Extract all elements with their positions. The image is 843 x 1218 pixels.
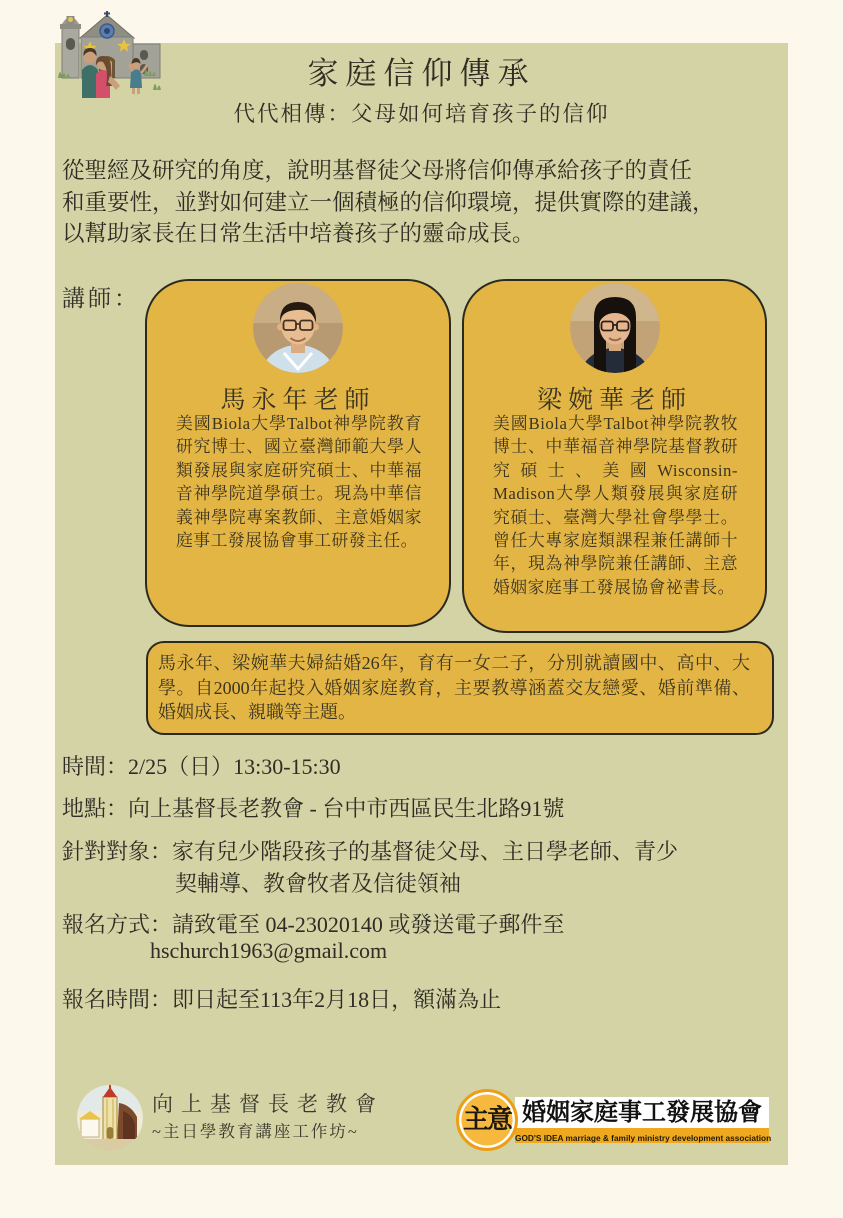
speaker-photo-ma — [253, 283, 343, 373]
detail-deadline: 報名時間：即日起至113年2月18日，額滿為止 — [62, 987, 502, 1012]
detail-registration-line1: 報名方式：請致電至 04-23020140 或發送電子郵件至 — [62, 912, 565, 937]
speaker-bio: 美國Biola大學Talbot神學院教牧博士、中華福音神學院基督教研究碩士、美國Wisconsin-Madison大學人類發展與家庭研究碩士、臺灣大學社會學學士。曾任大專家庭類課程兼任講師十年，現為神學院兼任講師、主意婚姻家庭事工發展協會祕書長。 — [493, 414, 738, 597]
intro-line: 從聖經及研究的角度，說明基督徒父母將信仰傳承給孩子的責任 — [62, 158, 693, 183]
page-subtitle: 代代相傳：父母如何培育孩子的信仰 — [233, 102, 610, 126]
detail-time: 時間：2/25（日）13:30-15:30 — [62, 754, 341, 779]
association-subtitle-strip — [515, 1128, 772, 1143]
couple-note-box — [146, 641, 774, 735]
association-subtitle: GOD'S IDEA marriage & family ministry development association — [515, 1133, 772, 1143]
association-logo-icon: 主意 — [456, 1089, 518, 1151]
page-title: 家庭信仰傳承 — [307, 56, 536, 91]
female-portrait-illustration — [570, 283, 660, 373]
intro-line: 以幫助家長在日常生活中培養孩子的靈命成長。 — [62, 221, 535, 246]
association-name-box — [515, 1097, 769, 1128]
lecturer-label: 講師： — [62, 286, 140, 311]
church-logo-icon — [77, 1085, 143, 1151]
detail-registration-email: hschurch1963@gmail.com — [150, 938, 388, 963]
footer-church-subtitle: ~主日學教育講座工作坊~ — [152, 1122, 359, 1141]
detail-audience-line2: 契輔導、教會牧者及信徒領袖 — [175, 871, 462, 896]
intro-paragraph — [62, 155, 715, 250]
speaker-name: 梁婉華老師 — [536, 387, 692, 414]
speaker-card-liang — [462, 279, 767, 633]
detail-audience-line1: 針對對象：家有兒少階段孩子的基督徒父母、主日學老師、青少 — [62, 839, 679, 864]
association-name: 婚姻家庭事工發展協會 — [522, 1099, 762, 1126]
speaker-bio: 美國Biola大學Talbot神學院教育研究博士、國立臺灣師範大學人類發展與家庭研究碩士、中華福音神學院道學碩士。現為中華信義神學院專案教師、主意婚姻家庭事工發展協會事工研發主任。 — [176, 414, 422, 551]
speaker-photo-liang — [570, 283, 660, 373]
association-logo — [455, 1087, 827, 1155]
footer-church-name: 向上基督長老教會 — [152, 1092, 384, 1116]
church-family-illustration — [56, 6, 168, 100]
speaker-card-ma — [145, 279, 451, 627]
male-portrait-illustration — [253, 283, 343, 373]
detail-location: 地點：向上基督長老教會 - 台中市西區民生北路91號 — [62, 796, 565, 821]
poster-panel — [55, 43, 788, 1165]
speaker-name: 馬永年老師 — [220, 387, 376, 414]
couple-note-text: 馬永年、梁婉華夫婦結婚26年，育有一女二子，分別就讀國中、高中、大學。自2000年起投入婚姻家庭教育，主要教導涵蓋交友戀愛、婚前準備、婚姻成長、親職等主題。 — [158, 653, 750, 722]
intro-line: 和重要性，並對如何建立一個積極的信仰環境，提供實際的建議， — [62, 189, 715, 215]
